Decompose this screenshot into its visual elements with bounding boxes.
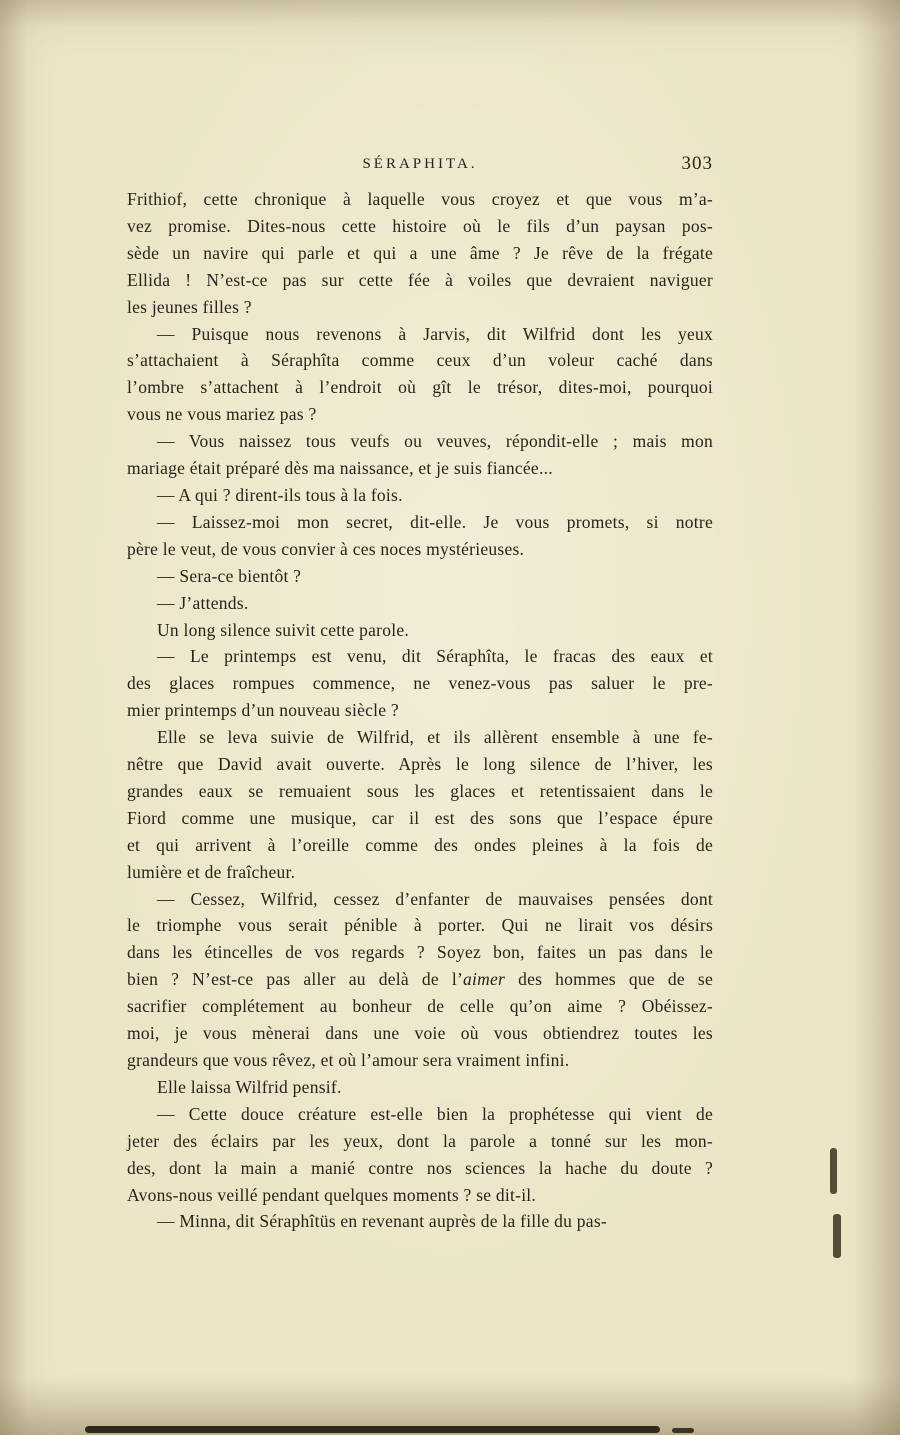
running-title: SÉRAPHITA.: [362, 156, 478, 172]
text-line: — A qui ? dirent-ils tous à la fois.: [157, 484, 403, 505]
text-line: Un long silence suivit cette parole.: [157, 619, 409, 640]
paragraph: [127, 1208, 713, 1235]
paragraph: [127, 643, 713, 724]
paragraph: [127, 321, 713, 429]
text-line: lumière et de fraîcheur.: [127, 861, 296, 882]
paragraph: [127, 428, 713, 482]
text-line: père le veut, de vous convier à ces noces mystérieuses.: [127, 538, 525, 559]
text-line: les jeunes filles ?: [127, 296, 252, 317]
text-line: Ellida ! N’est-ce pas sur cette fée à voiles que devraient naviguer: [127, 269, 713, 290]
text-line: sacrifier complétement au bonheur de celle qu’on aime ? Obéissez-: [127, 996, 713, 1017]
text-line: — Le printemps est venu, dit Séraphîta, le fracas des eaux et: [157, 646, 713, 667]
text-line: vez promise. Dites-nous cette histoire où le fils d’un paysan pos-: [127, 215, 713, 236]
body-text: [127, 186, 713, 1235]
text-line: sède un navire qui parle et qui a une âme ? Je rêve de la frégate: [127, 242, 713, 263]
text-line: l’ombre s’attachent à l’endroit où gît le trésor, dites-moi, pourquoi: [127, 377, 713, 398]
text-line: grandeurs que vous rêvez, et où l’amour sera vraiment infini.: [127, 1050, 570, 1070]
scan-edge-mark: [833, 1214, 841, 1258]
paragraph: [127, 617, 713, 644]
text-line: — J’attends.: [157, 592, 249, 613]
text-line: mariage était préparé dès ma naissance, et je suis fiancée...: [127, 458, 553, 479]
text-line: et qui arrivent à l’oreille comme des ondes pleines à la fois de: [127, 834, 713, 855]
paragraph: [127, 563, 713, 590]
text-line: — Laissez-moi mon secret, dit-elle. Je vous promets, si notre: [157, 511, 713, 532]
text-line: — Cessez, Wilfrid, cessez d’enfanter de mauvaises pensées dont: [157, 888, 713, 909]
paragraph: [127, 1074, 713, 1101]
paragraph: [127, 482, 713, 509]
text-line: Elle laissa Wilfrid pensif.: [157, 1076, 342, 1097]
paragraph: [127, 509, 713, 563]
text-line: jeter des éclairs par les yeux, dont la parole a tonné sur les mon-: [127, 1130, 713, 1151]
text-line: mier printemps d’un nouveau siècle ?: [127, 700, 399, 721]
italic-text: aimer: [463, 969, 506, 990]
paragraph: [127, 590, 713, 617]
text-line: Elle se leva suivie de Wilfrid, et ils allèrent ensemble à une fe-: [157, 727, 713, 748]
text-line: moi, je vous mènerai dans une voie où vous obtiendrez toutes les: [127, 1023, 713, 1044]
paragraph: [127, 724, 713, 885]
text-line: — Puisque nous revenons à Jarvis, dit Wilfrid dont les yeux: [157, 323, 713, 344]
text-line: vous ne vous mariez pas ?: [127, 404, 317, 425]
text-line: nêtre que David avait ouverte. Après le long silence de l’hiver, les: [127, 754, 713, 775]
text-segment: des hommes que de se: [505, 969, 713, 990]
text-line: des, dont la main a manié contre nos sciences la hache du doute ?: [127, 1157, 713, 1178]
paragraph: [127, 186, 713, 321]
text-line: grandes eaux se remuaient sous les glaces et retentissaient dans le: [127, 780, 713, 801]
scan-bottom-streak: [85, 1426, 660, 1433]
scan-bottom-mark: [672, 1428, 694, 1433]
text-line: — Sera-ce bientôt ?: [157, 565, 302, 586]
text-line: — Cette douce créature est-elle bien la prophétesse qui vient de: [157, 1103, 713, 1124]
paragraph: [127, 1101, 713, 1209]
text-line: [127, 966, 713, 993]
text-line: s’attachaient à Séraphîta comme ceux d’un voleur caché dans: [127, 350, 713, 371]
paragraph: [127, 886, 713, 1074]
text-line: Avons-nous veillé pendant quelques moments ? se dit-il.: [127, 1184, 537, 1205]
text-line: Frithiof, cette chronique à laquelle vous croyez et que vous m’a-: [127, 189, 713, 209]
scan-edge-mark: [830, 1148, 837, 1194]
text-line: dans les étincelles de vos regards ? Soyez bon, faites un pas dans le: [127, 942, 713, 963]
text-line: le triomphe vous serait pénible à porter. Qui ne lirait vos désirs: [127, 915, 713, 936]
page-number: 303: [681, 153, 713, 174]
text-line: — Vous naissez tous veufs ou veuves, répondit-elle ; mais mon: [157, 431, 713, 452]
text-segment: bien ? N’est-ce pas aller au delà de l’: [127, 969, 464, 990]
page-header: [127, 153, 713, 180]
text-line: Fiord comme une musique, car il est des sons que l’espace épure: [127, 807, 713, 828]
text-line: — Minna, dit Séraphîtüs en revenant auprès de la fille du pas-: [157, 1211, 607, 1232]
text-line: des glaces rompues commence, ne venez-vous pas saluer le pre-: [127, 673, 713, 694]
